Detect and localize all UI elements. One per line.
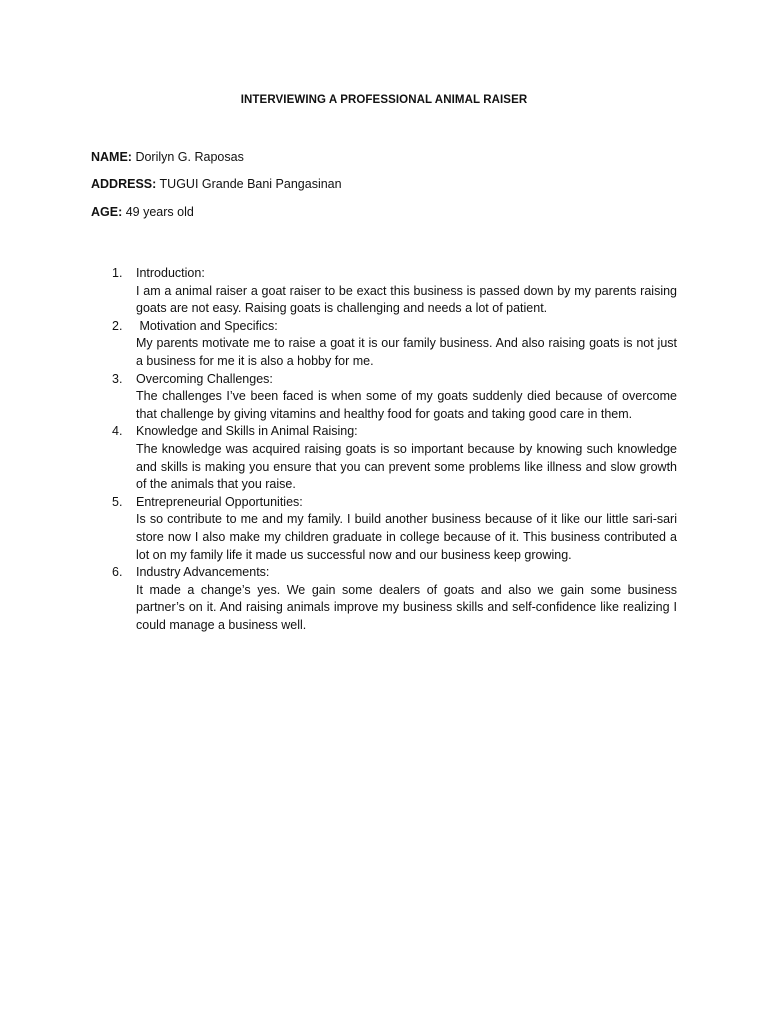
item-heading: Knowledge and Skills in Animal Raising: — [136, 424, 358, 439]
item-answer: My parents motivate me to raise a goat it is our family business. And also raising goats is not just a business for me it is also a hobby for me. — [136, 336, 677, 368]
document-title: INTERVIEWING A PROFESSIONAL ANIMAL RAISER — [240, 94, 528, 106]
item-number: 1. — [112, 266, 123, 280]
item-answer: The knowledge was acquired raising goats is so important because by knowing such knowledge and skills is making you ensure that you can prevent some problems like illness and slow growth of the animals that you raise. — [136, 441, 677, 492]
item-number: 3. — [112, 371, 123, 386]
name-label: NAME: — [91, 150, 132, 164]
list-item — [104, 564, 677, 634]
address-label: ADDRESS: — [91, 177, 157, 191]
item-answer: Is so contribute to me and my family. I build another business because of it like our little sari-sari store now I also make my children graduate in college because of it. This business contributed a lot on my family life it made us successful now and our business keep growing. — [136, 512, 677, 562]
item-answer: The challenges I’ve been faced is when some of my goats suddenly died because of overcome that challenge by giving vitamins and healthy food for goats and taking good care in them. — [136, 389, 677, 421]
item-heading: Introduction: — [136, 266, 205, 280]
list-item — [104, 265, 677, 318]
name-value: Dorilyn G. Raposas — [131, 150, 244, 164]
item-number: 5. — [112, 494, 123, 509]
list-item — [104, 423, 677, 493]
address-field — [91, 177, 342, 191]
item-heading: Overcoming Challenges: — [136, 371, 273, 386]
item-number: 4. — [112, 424, 123, 439]
age-field — [91, 205, 194, 219]
interview-question-list — [104, 265, 677, 634]
item-number: 2. — [112, 318, 123, 333]
address-value: TUGUI Grande Bani Pangasinan — [156, 177, 342, 191]
list-item — [104, 318, 677, 371]
list-item — [104, 371, 677, 424]
item-answer: It made a change’s yes. We gain some dealers of goats and also we gain some business partner’s on it. And raising animals improve my business skills and self-confidence like realizing I could manage a business well. — [136, 582, 677, 632]
item-heading: Industry Advancements: — [136, 565, 270, 580]
list-item — [104, 494, 677, 564]
name-field — [91, 150, 244, 164]
item-heading: Entrepreneurial Opportunities: — [136, 494, 303, 509]
item-heading: Motivation and Specifics: — [136, 318, 278, 333]
age-label: AGE: — [91, 205, 123, 219]
item-number: 6. — [112, 565, 123, 580]
age-value: 49 years old — [122, 205, 194, 219]
item-answer: I am a animal raiser a goat raiser to be exact this business is passed down by my parents raising goats are not easy. Raising goats is challenging and needs a lot of patient. — [136, 283, 677, 316]
